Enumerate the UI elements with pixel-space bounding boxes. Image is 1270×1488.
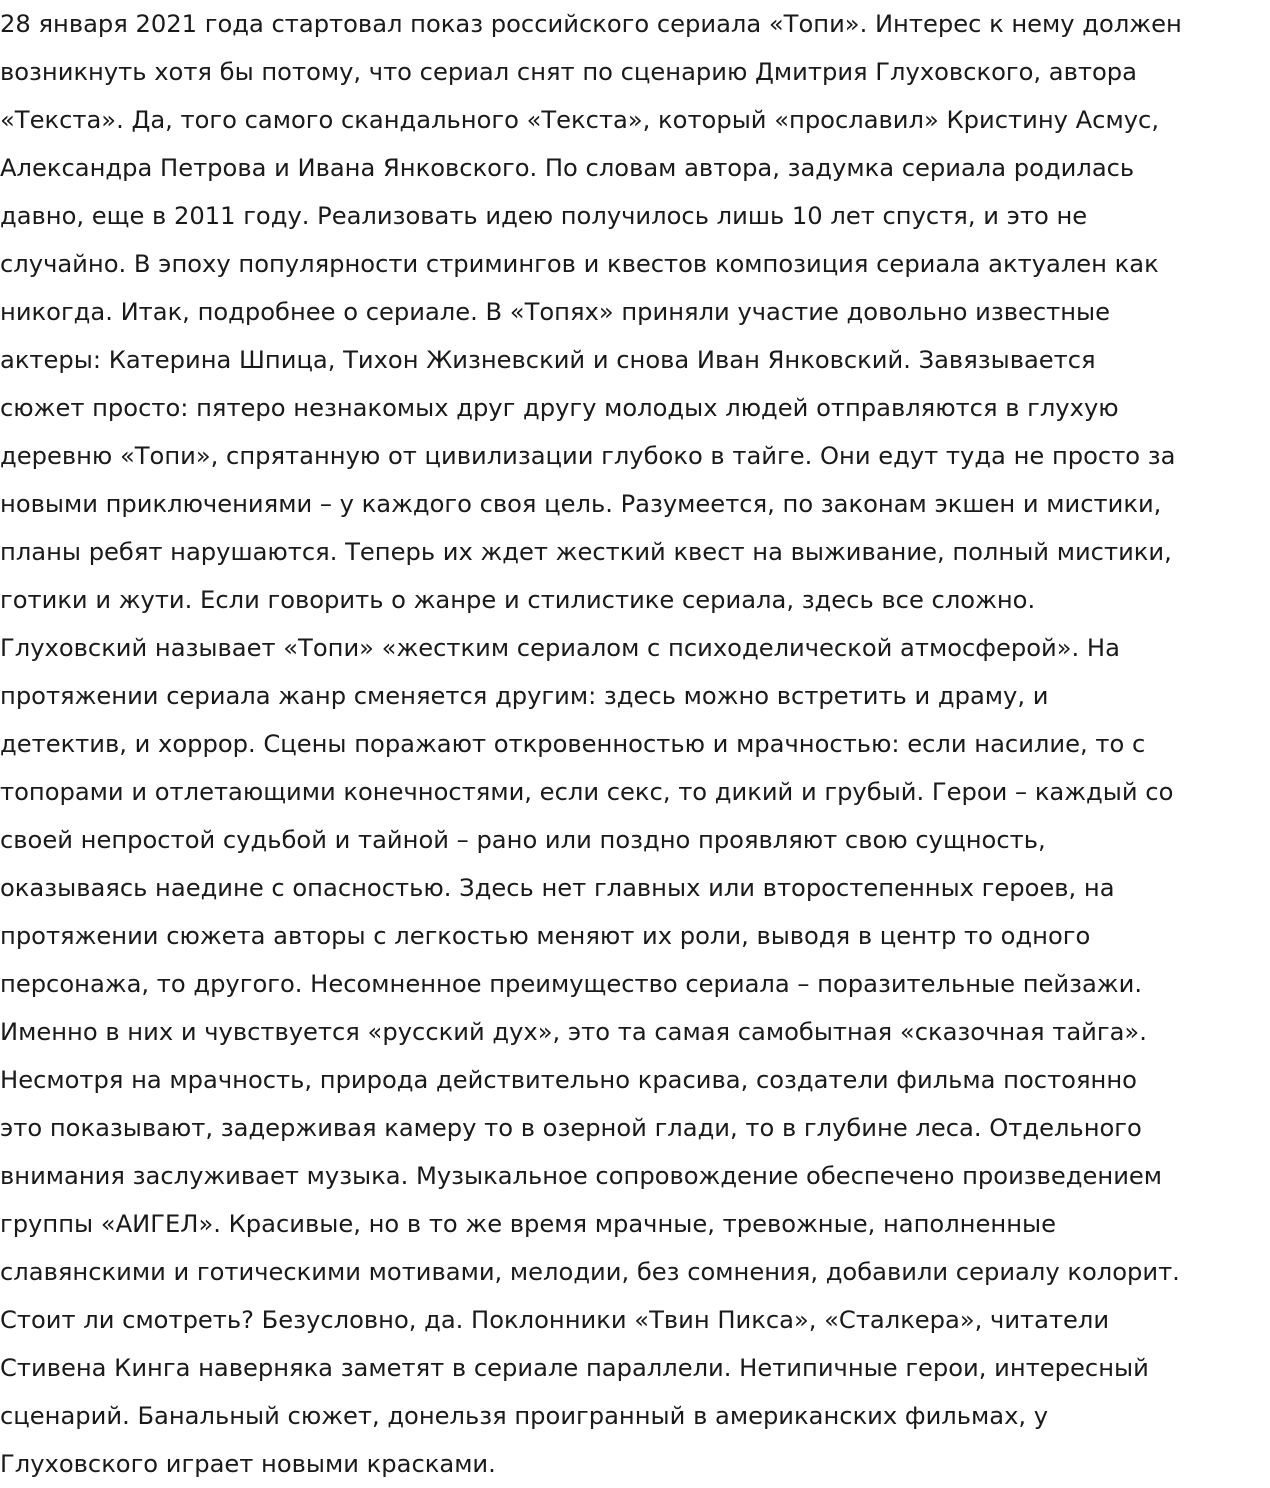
text-line: это показывают, задерживая камеру то в озерной глади, то в глубине леса. Отдельного <box>0 1114 1142 1142</box>
text-line: топорами и отлетающими конечностями, если секс, то дикий и грубый. Герои – каждый со <box>0 778 1174 806</box>
text-line: деревню «Топи», спрятанную от цивилизации глубоко в тайге. Они едут туда не просто за <box>0 442 1176 470</box>
text-line: протяжении сюжета авторы с легкостью меняют их роли, выводя в центр то одного <box>0 922 1091 950</box>
text-line: Несмотря на мрачность, природа действительно красива, создатели фильма постоянно <box>0 1066 1137 1094</box>
text-line: детектив, и хоррор. Сцены поражают откровенностью и мрачностью: если насилие, то с <box>0 730 1146 758</box>
text-line: давно, еще в 2011 году. Реализовать идею получилось лишь 10 лет спустя, и это не <box>0 202 1088 230</box>
text-line: своей непростой судьбой и тайной – рано или поздно проявляют свою сущность, <box>0 826 1046 854</box>
text-line: Именно в них и чувствуется «русский дух», это та самая самобытная «сказочная тайга». <box>0 1018 1147 1046</box>
text-line: Глуховский называет «Топи» «жестким сериалом с психоделической атмосферой». На <box>0 634 1120 662</box>
text-line: внимания заслуживает музыка. Музыкальное сопровождение обеспечено произведением <box>0 1162 1163 1190</box>
text-line: протяжении сериала жанр сменяется другим: здесь можно встретить и драму, и <box>0 682 1049 710</box>
text-line: новыми приключениями – у каждого своя цель. Разумеется, по законам экшен и мистики, <box>0 490 1162 518</box>
text-line: случайно. В эпоху популярности стримингов и квестов композиция сериала актуален как <box>0 250 1159 278</box>
text-line: готики и жути. Если говорить о жанре и стилистике сериала, здесь все сложно. <box>0 586 1036 614</box>
text-line: группы «АИГЕЛ». Красивые, но в то же время мрачные, тревожные, наполненные <box>0 1210 1056 1238</box>
text-line: Александра Петрова и Ивана Янковского. По словам автора, задумка сериала родилась <box>0 154 1135 182</box>
text-line: сюжет просто: пятеро незнакомых друг другу молодых людей отправляются в глухую <box>0 394 1119 422</box>
text-line: оказываясь наедине с опасностью. Здесь нет главных или второстепенных героев, на <box>0 874 1115 902</box>
text-line: персонажа, то другого. Несомненное преимущество сериала – поразительные пейзажи. <box>0 970 1143 998</box>
text-line: Стоит ли смотреть? Безусловно, да. Поклонники «Твин Пикса», «Сталкера», читатели <box>0 1306 1110 1334</box>
text-line: славянскими и готическими мотивами, мелодии, без сомнения, добавили сериалу колорит. <box>0 1258 1180 1286</box>
text-line: Глуховского играет новыми красками. <box>0 1450 496 1478</box>
text-line: планы ребят нарушаются. Теперь их ждет жесткий квест на выживание, полный мистики, <box>0 538 1172 566</box>
text-line: возникнуть хотя бы потому, что сериал снят по сценарию Дмитрия Глуховского, автора <box>0 58 1137 86</box>
text-line: «Текста». Да, того самого скандального «Текста», который «прославил» Кристину Асмус, <box>0 106 1160 134</box>
text-line: никогда. Итак, подробнее о сериале. В «Топях» приняли участие довольно известные <box>0 298 1111 326</box>
text-line: 28 января 2021 года стартовал показ российского сериала «Топи». Интерес к нему должен <box>0 10 1182 38</box>
text-line: Стивена Кинга наверняка заметят в сериале параллели. Нетипичные герои, интересный <box>0 1354 1149 1382</box>
text-line: актеры: Катерина Шпица, Тихон Жизневский и снова Иван Янковский. Завязывается <box>0 346 1096 374</box>
text-line: сценарий. Банальный сюжет, донельзя проигранный в американских фильмах, у <box>0 1402 1049 1430</box>
